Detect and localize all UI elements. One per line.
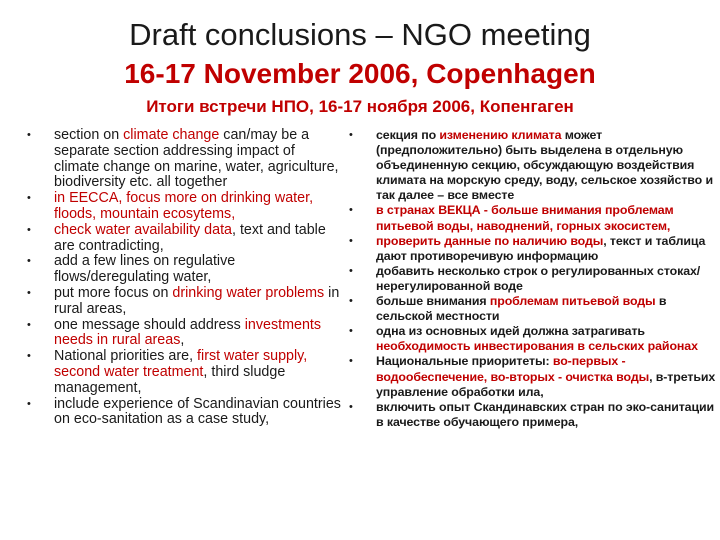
english-bullet-item: [22, 223, 342, 255]
russian-bullet-item: [345, 354, 720, 399]
bullet-text: больше внимания: [376, 294, 490, 309]
bullet-text: , third sludge management,: [54, 363, 286, 396]
bullet-icon: •: [27, 286, 31, 299]
highlighted-text: во-первых - водообеспечение, во-вторых - очистка воды: [376, 354, 650, 384]
highlighted-text: climate change: [123, 127, 220, 143]
russian-bullet-item: [345, 234, 720, 264]
english-bullet-item: [22, 349, 342, 396]
bullet-text: , в-третьих управление обработки ила,: [376, 369, 716, 399]
english-bullet-column: [22, 128, 342, 428]
bullet-text: добавить несколько строк о регулированных стоках/нерегулированной воде: [376, 263, 701, 293]
english-bullet-item: [22, 397, 342, 429]
bullet-icon: •: [27, 223, 31, 236]
russian-bullet-item: [345, 264, 720, 294]
bullet-text: может (предположительно) быть выделена в отдельную объединенную секцию, обсуждающую воздействия климата на морскую среду, воду, сельское хозяйство и так далее – все вместе: [376, 128, 713, 203]
bullet-icon: •: [349, 129, 353, 141]
russian-bullet-item: [345, 324, 720, 354]
bullet-text: include experience of Scandinavian countries on eco-sanitation as a case study,: [54, 395, 341, 428]
bullet-icon: •: [349, 264, 353, 277]
bullet-text: секция по: [376, 128, 440, 142]
russian-bullet-item: [345, 128, 720, 203]
bullet-icon: •: [27, 129, 31, 141]
bullet-icon: •: [27, 350, 31, 363]
bullet-text: add a few lines on regulative flows/deregulating water,: [54, 253, 236, 286]
russian-bullet-column: [345, 128, 720, 430]
highlighted-text: check water availability data: [54, 221, 233, 238]
russian-bullet-item: [345, 400, 720, 430]
bullet-text: ,: [180, 332, 185, 349]
english-bullet-item: [22, 128, 342, 191]
english-bullet-item: [22, 318, 342, 350]
slide-title-date-location: 16-17 November 2006, Copenhagen: [124, 58, 596, 89]
highlighted-text: investments needs in rural areas: [54, 316, 322, 349]
english-bullet-item: [22, 254, 342, 286]
english-bullet-list: [22, 128, 342, 428]
bullet-icon: •: [349, 204, 353, 217]
bullet-text: включить опыт Скандинавских стран по эко-санитации в качестве обучающего примера,: [376, 399, 715, 429]
bullet-text: , text and table are contradicting,: [54, 221, 326, 254]
highlighted-text: in EECCA, focus more on drinking water, floods, mountain ecosytems,: [54, 190, 314, 222]
english-bullet-item: [22, 286, 342, 318]
highlighted-text: изменению климата: [439, 128, 562, 142]
highlighted-text: first water supply, second water treatment: [54, 348, 308, 380]
bullet-text: в сельской местности: [376, 294, 667, 324]
bullet-icon: •: [349, 355, 353, 368]
russian-bullet-item: [345, 294, 720, 324]
bullet-text: , текст и таблица дают противоречивую информацию: [376, 233, 706, 263]
bullet-text: can/may be a separate section addressing impact of climate change on marine, water, agriculture, biodiversity etc. all together: [54, 127, 339, 191]
slide-subtitle-russian: Итоги встречи НПО, 16-17 ноября 2006, Копенгаген: [146, 97, 574, 116]
highlighted-text: в странах ВЕКЦА - больше внимания проблемам питьевой воды, наводнений, горных экосистем,: [376, 203, 674, 233]
bullet-icon: •: [27, 255, 31, 268]
bullet-text: одна из основных идей должна затрагивать: [376, 324, 645, 339]
bullet-icon: •: [27, 192, 31, 205]
bullet-text: in rural areas,: [54, 284, 340, 317]
english-bullet-item: [22, 191, 342, 223]
bullet-icon: •: [349, 325, 353, 338]
highlighted-text: проблемам питьевой воды: [489, 294, 656, 309]
bullet-text: Национальные приоритеты:: [376, 354, 553, 369]
bullet-text: put more focus on: [54, 284, 173, 301]
slide-title: Draft conclusions – NGO meeting: [129, 17, 591, 52]
highlighted-text: необходимость инвестирования в сельских районах: [376, 339, 698, 354]
bullet-icon: •: [27, 397, 31, 410]
russian-bullet-list: [345, 128, 720, 430]
russian-bullet-item: [345, 203, 720, 233]
bullet-icon: •: [27, 318, 31, 331]
bullet-icon: •: [349, 295, 353, 308]
bullet-icon: •: [349, 400, 353, 413]
highlighted-text: drinking water problems: [172, 284, 325, 301]
highlighted-text: проверить данные по наличию воды: [376, 233, 604, 248]
bullet-text: National priorities are,: [54, 348, 198, 365]
bullet-icon: •: [349, 234, 353, 247]
bullet-text: section on: [54, 127, 124, 143]
bullet-text: one message should address: [54, 316, 245, 333]
